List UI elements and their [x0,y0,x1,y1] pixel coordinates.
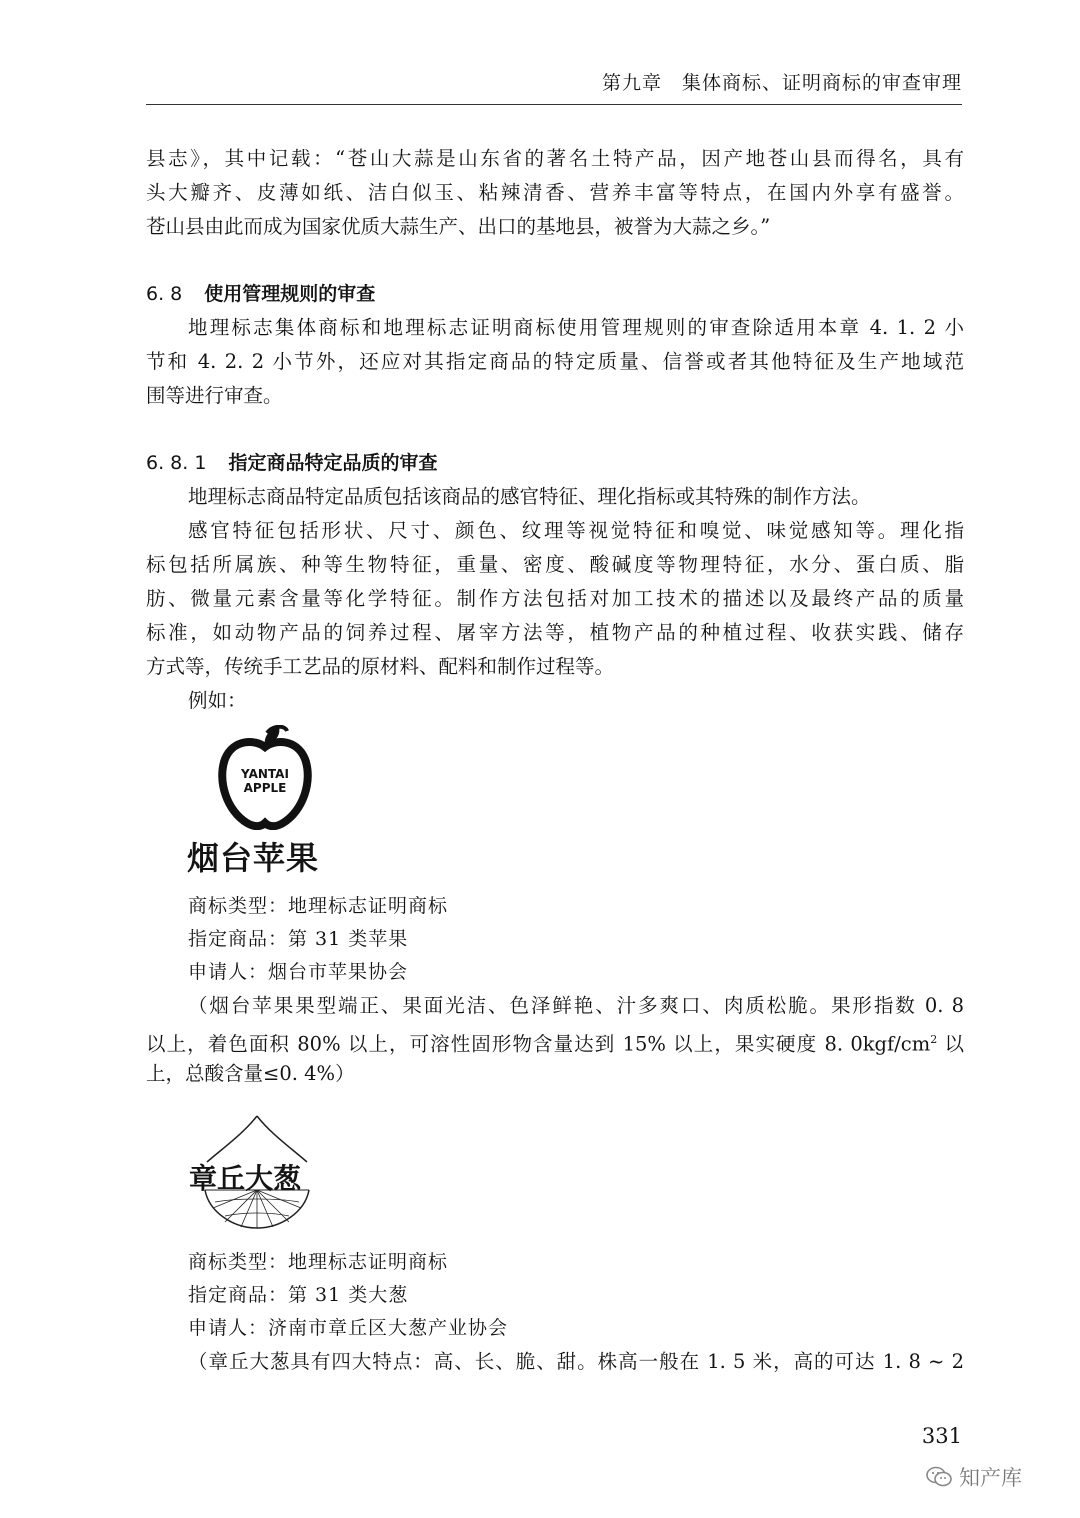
body-line: 方式等，传统手工艺品的原材料、配料和制作过程等。 [146,655,615,678]
superscript: 2 [930,1033,938,1046]
watermark [925,1460,1055,1494]
trademark-type: 商标类型：地理标志证明商标 [188,895,449,917]
body-line: 地理标志商品特定品质包括该商品的感官特征、理化指标或其特殊的制作方法。 [188,485,871,508]
section-title: 使用管理规则的审查 [204,283,376,305]
page-number: 331 [921,1424,962,1448]
header-rule [146,104,962,105]
section-number: 6. 8 [146,283,183,305]
description-line: （烟台苹果果型端正、果面光洁、色泽鲜艳、汁多爽口、肉质松脆。果形指数 0. 8 [188,994,964,1017]
designated-goods: 指定商品：第 31 类苹果 [188,928,409,950]
description-line [146,1023,964,1057]
body-line: 苍山县由此而成为国家优质大蒜生产、出口的基地县，被誉为大蒜之乡。” [146,215,771,238]
description-line: （章丘大葱具有四大特点：高、长、脆、甜。株高一般在 1. 5 米，高的可达 1. 8 ~ 2 [188,1350,964,1373]
designated-goods: 指定商品：第 31 类大葱 [188,1284,409,1306]
body-line: 县志》，其中记载：“苍山大蒜是山东省的著名土特产品，因产地苍山县而得名，具有 [146,147,964,170]
yantai-apple-logo [185,725,335,875]
logo-text-cn: 烟台苹果 [187,839,320,877]
description-line: 上，总酸含量≤0. 4%） [146,1062,355,1085]
description-text: 以 [937,1032,964,1056]
wechat-icon [925,1465,953,1489]
applicant: 申请人：烟台市苹果协会 [188,961,409,983]
trademark-type: 商标类型：地理标志证明商标 [188,1251,449,1273]
section-number: 6. 8. 1 [146,452,207,474]
logo-text-en-1: YANTAI [241,767,289,781]
section-title: 指定商品特定品质的审查 [228,452,438,474]
logo-text-en-2: APPLE [243,781,287,795]
logo-text-cn: 章丘大葱 [189,1162,302,1195]
running-header: 第九章 集体商标、证明商标的审查审理 [601,72,962,94]
section-heading-6-8 [146,277,375,311]
body-line: 感官特征包括形状、尺寸、颜色、纹理等视觉特征和嗅觉、味觉感知等。理化指 [188,519,964,542]
body-line: 围等进行审查。 [146,384,283,407]
watermark-text: 知产库 [959,1466,1022,1490]
section-heading-6-8-1 [146,446,437,480]
body-line: 地理标志集体商标和地理标志证明商标使用管理规则的审查除适用本章 4. 1. 2 小 [188,316,964,339]
description-text: 以上，着色面积 80% 以上，可溶性固形物含量达到 15% 以上，果实硬度 8. 0kgf/cm [146,1032,931,1056]
applicant: 申请人：济南市章丘区大葱产业协会 [188,1317,509,1339]
body-line: 节和 4. 2. 2 小节外，还应对其指定商品的特定质量、信誉或者其他特征及生产地域范 [146,350,964,373]
body-line: 头大瓣齐、皮薄如纸、洁白似玉、粘辣清香、营养丰富等特点，在国内外享有盛誉。 [146,181,964,204]
zhangqiu-scallion-logo [185,1112,330,1234]
body-line: 例如： [188,689,247,712]
body-line: 标准，如动物产品的饲养过程、屠宰方法等，植物产品的种植过程、收获实践、储存 [146,621,964,644]
body-line: 标包括所属族、种等生物特征，重量、密度、酸碱度等物理特征，水分、蛋白质、脂 [146,553,964,576]
body-line: 肪、微量元素含量等化学特征。制作方法包括对加工技术的描述以及最终产品的质量 [146,587,964,610]
